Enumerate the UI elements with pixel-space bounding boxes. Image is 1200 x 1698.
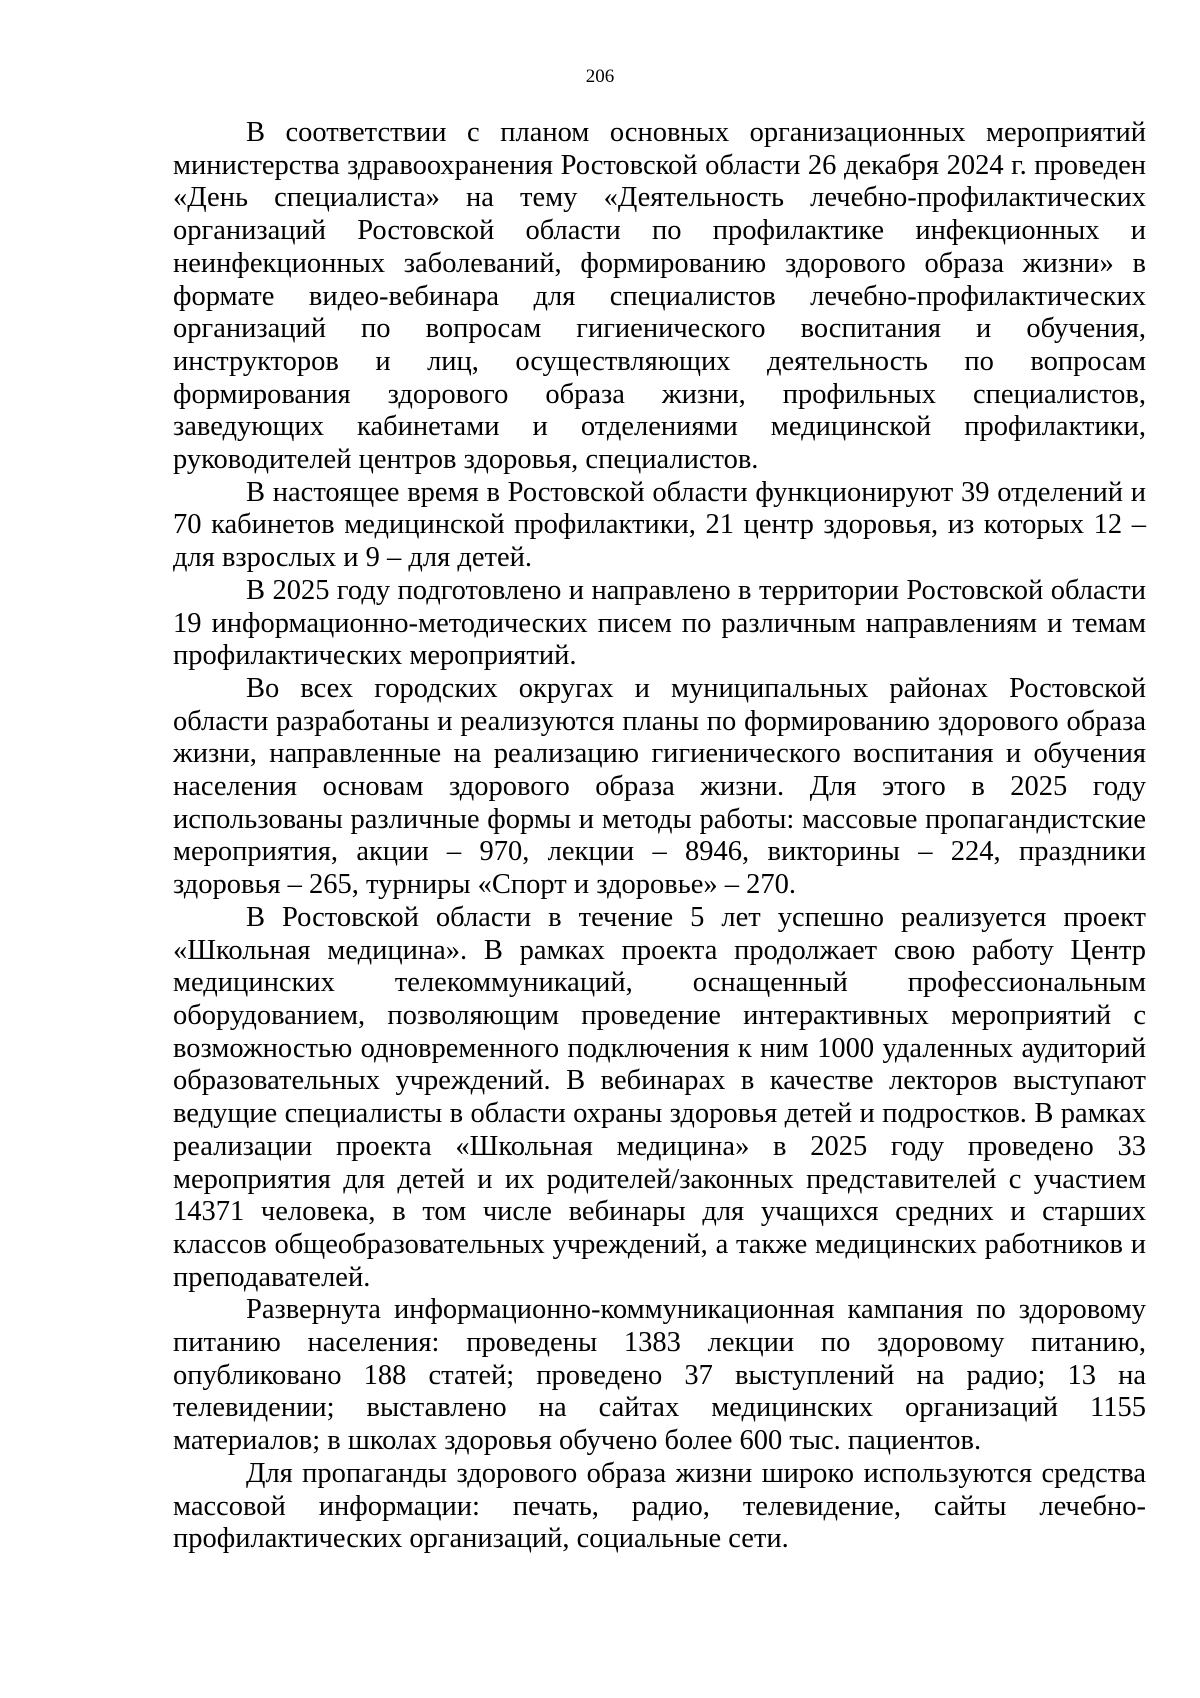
paragraph-prevention-departments: В настоящее время в Ростовской области функционируют 39 отделений и 70 кабинетов медицинской профилактики, 21 центр здоровья, из которых 12 – для взрослых и 9 – для детей. bbox=[173, 476, 1146, 574]
body-text bbox=[173, 117, 1146, 1556]
paragraph-day-of-specialist: В соответствии с планом основных организационных мероприятий министерства здравоохранения Ростовской области 26 декабря 2024 г. проведен «День специалиста» на тему «Деятельность лечебно-профилактических организаций Ростовской области по профилактике инфекционных и неинфекционных заболеваний, формированию здорового образа жизни» в формате видео-вебинара для специалистов лечебно-профилактических организаций по вопросам гигиенического воспитания и обучения, инструкторов и лиц, осуществляющих деятельность по вопросам формирования здорового образа жизни, профильных специалистов, заведующих кабинетами и отделениями медицинской профилактики, руководителей центров здоровья, специалистов. bbox=[173, 117, 1146, 476]
page-number: 206 bbox=[585, 66, 615, 87]
paragraph-methodical-letters: В 2025 году подготовлено и направлено в территории Ростовской области 19 информационно-методических писем по различным направлениям и темам профилактических мероприятий. bbox=[173, 574, 1146, 672]
paragraph-nutrition-campaign: Развернута информационно-коммуникационная кампания по здоровому питанию населения: проведены 1383 лекции по здоровому питанию, опубликовано 188 статей; проведено 37 выступлений на радио; 13 на телевидении; выставлено на сайтах медицинских организаций 1155 материалов; в школах здоровья обучено более 600 тыс. пациентов. bbox=[173, 1294, 1146, 1457]
paragraph-healthy-lifestyle-plans: Во всех городских округах и муниципальных районах Ростовской области разработаны и реализуются планы по формированию здорового образа жизни, направленные на реализацию гигиенического воспитания и обучения населения основам здорового образа жизни. Для этого в 2025 году использованы различные формы и методы работы: массовые пропагандистские мероприятия, акции – 970, лекции – 8946, викторины – 224, праздники здоровья – 265, турниры «Спорт и здоровье» – 270. bbox=[173, 672, 1146, 901]
paragraph-school-medicine-project: В Ростовской области в течение 5 лет успешно реализуется проект «Школьная медицина». В рамках проекта продолжает свою работу Центр медицинских телекоммуникаций, оснащенный профессиональным оборудованием, позволяющим проведение интерактивных мероприятий с возможностью одновременного подключения к ним 1000 удаленных аудиторий образовательных учреждений. В вебинарах в качестве лекторов выступают ведущие специалисты в области охраны здоровья детей и подростков. В рамках реализации проекта «Школьная медицина» в 2025 году проведено 33 мероприятия для детей и их родителей/законных представителей с участием 14371 человека, в том числе вебинары для учащихся средних и старших классов общеобразовательных учреждений, а также медицинских работников и преподавателей. bbox=[173, 901, 1146, 1293]
paragraph-mass-media: Для пропаганды здорового образа жизни широко используются средства массовой информации: печать, радио, телевидение, сайты лечебно-профилактических организаций, социальные сети. bbox=[173, 1457, 1146, 1555]
